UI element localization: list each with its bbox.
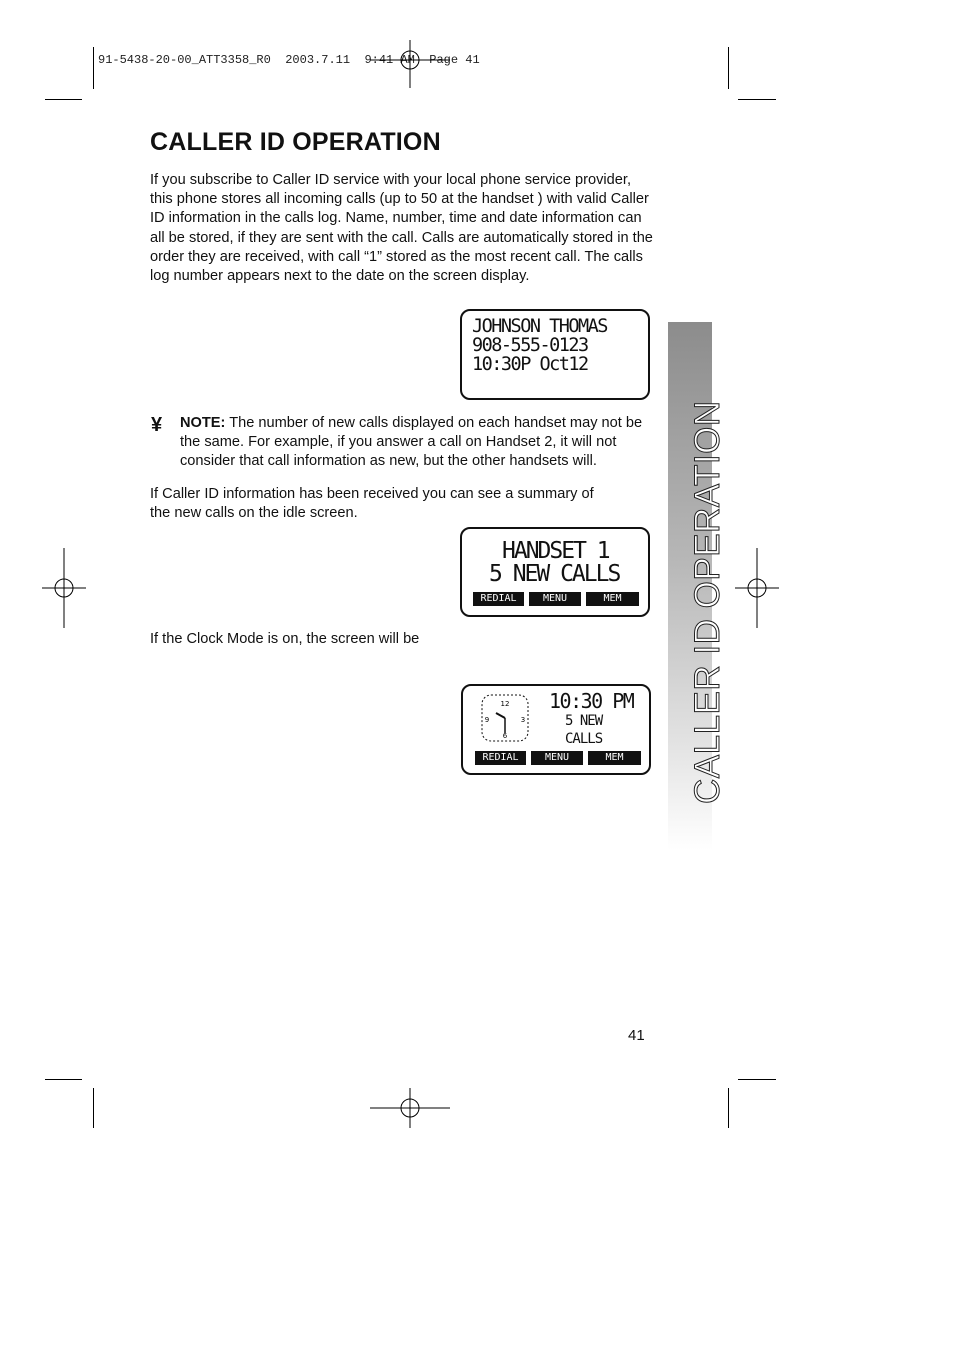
- section-side-tab: [668, 322, 727, 850]
- softkey-mem[interactable]: MEM: [586, 592, 639, 606]
- page-title: CALLER ID OPERATION: [150, 128, 441, 156]
- clock-mode-text: If the Clock Mode is on, the screen will be: [150, 631, 420, 647]
- softkey-bar: [473, 592, 639, 606]
- display-new-line: 5 NEW: [565, 713, 603, 729]
- display-calls-line: CALLS: [565, 731, 603, 747]
- idle-screen-display: [460, 527, 650, 617]
- analog-clock-icon: [479, 692, 531, 744]
- registration-mark-top: [370, 40, 450, 90]
- display-clock-time: 10:30 PM: [549, 689, 634, 713]
- softkey-redial[interactable]: REDIAL: [473, 592, 524, 606]
- note-text: The number of new calls displayed on each handset may not be the same. For example, if you answer a call on Handset 2, it will not consider that call information as new, but the other handsets will.: [180, 415, 643, 470]
- hand-pointer-icon: ¥: [151, 414, 163, 436]
- registration-mark-left: [42, 548, 86, 628]
- dial-9: 9: [484, 716, 490, 724]
- display-line-time: 10:30P Oct12: [472, 354, 588, 375]
- intro-paragraph: If you subscribe to Caller ID service with your local phone service provider, this phone stores all incoming calls (up to 50 at the handset ) with valid Caller ID information in the calls log. Name, number, time and date information can all be stored, if they are sent with the call. Calls are automatically stored in the order they are received, with call “1” stored as the most recent call. The calls log number appears next to the date on the screen display.: [150, 172, 653, 285]
- note-label: NOTE:: [180, 415, 226, 431]
- note-block: [180, 414, 655, 472]
- softkey-menu[interactable]: MENU: [529, 592, 581, 606]
- softkey-bar: [475, 751, 641, 765]
- softkey-menu[interactable]: MENU: [531, 751, 583, 765]
- dial-12: 12: [500, 700, 510, 708]
- softkey-mem[interactable]: MEM: [588, 751, 641, 765]
- registration-mark-bottom: [370, 1088, 450, 1128]
- side-tab-label: CALLER ID OPERATION: [688, 400, 727, 804]
- printer-slug: 91-5438-20-00_ATT3358_R0 2003.7.11 9:41 AM Page 41: [98, 53, 480, 67]
- page-number: 41: [628, 1027, 645, 1044]
- registration-mark-right: [735, 548, 779, 628]
- display-new-calls-line: 5 NEW CALLS: [489, 561, 620, 587]
- display-line-name: JOHNSON THOMAS: [472, 316, 607, 337]
- softkey-redial[interactable]: REDIAL: [475, 751, 526, 765]
- display-line-number: 908-555-0123: [472, 335, 588, 356]
- display-handset-line: HANDSET 1: [502, 538, 609, 564]
- summary-paragraph: If Caller ID information has been received you can see a summary of the new calls on the idle screen.: [150, 486, 594, 522]
- dial-3: 3: [520, 716, 526, 724]
- caller-id-display: [460, 309, 650, 400]
- clock-mode-display: [461, 684, 651, 775]
- dial-6: 6: [502, 732, 508, 740]
